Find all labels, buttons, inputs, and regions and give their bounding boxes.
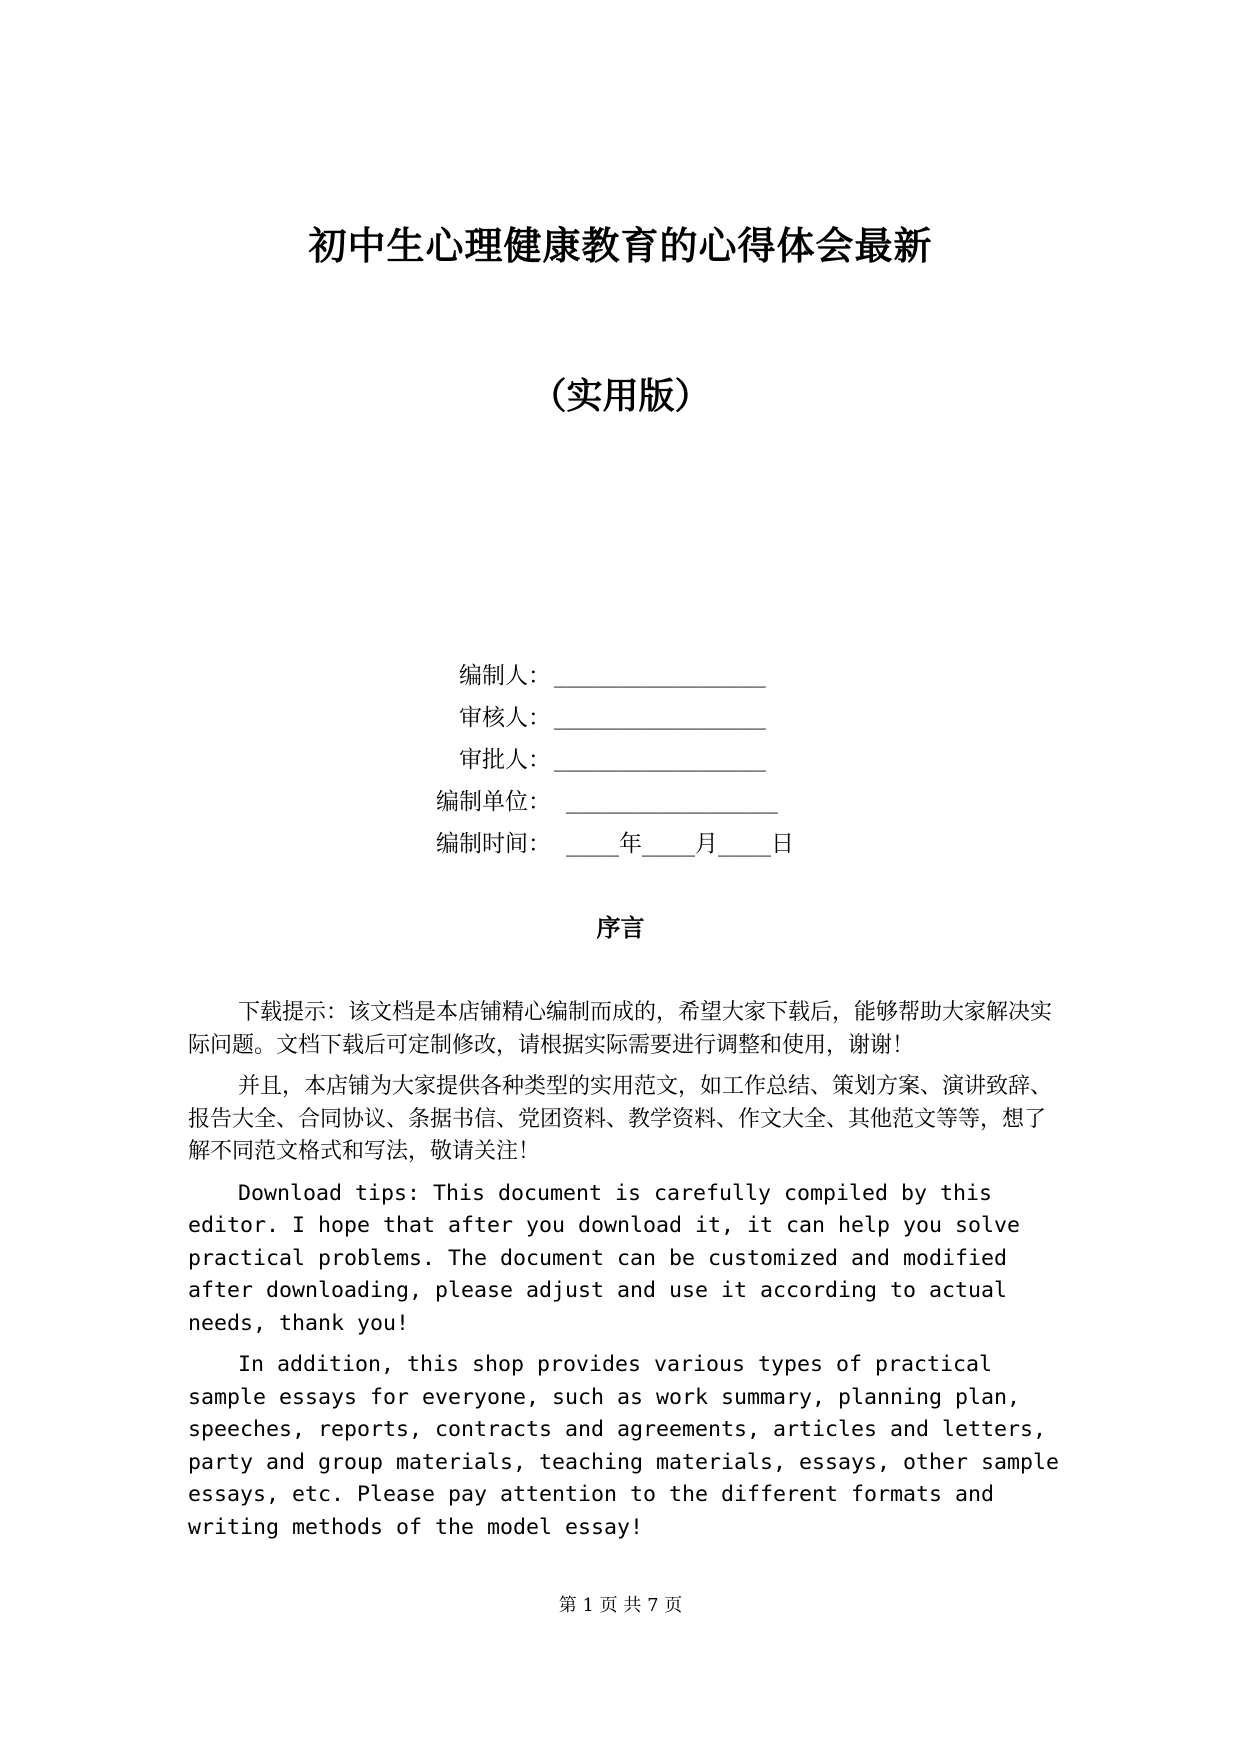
month-blank: ____ (641, 832, 695, 857)
reviewer-blank: ________________ (554, 705, 766, 730)
unit-field (0, 781, 1241, 823)
unit-blank: ________________ (566, 789, 778, 814)
document-title: 初中生心理健康教育的心得体会最新 (308, 223, 933, 268)
approver-label: 审批人： (459, 747, 551, 773)
document-subtitle: （实用版） (530, 375, 711, 417)
approver-blank: ________________ (554, 747, 766, 772)
time-blanks (566, 823, 794, 866)
time-label: 编制时间： (436, 831, 551, 857)
month-unit: 月 (694, 831, 718, 857)
reviewer-label: 审核人： (459, 705, 551, 731)
approver-field (0, 739, 1241, 781)
time-field (0, 823, 1241, 865)
preface-paragraph: 下载提示：该文档是本店铺精心编制而成的，希望大家下载后，能够帮助大家解决实际问题。文档下载后可定制修改，请根据实际需要进行调整和使用，谢谢！ (188, 1000, 1053, 1058)
editor-label: 编制人： (459, 663, 551, 689)
preface-paragraph: 并且，本店铺为大家提供各种类型的实用范文，如工作总结、策划方案、演讲致辞、报告大全、合同协议、条据书信、党团资料、教学资料、作文大全、其他范文等等，想了解不同范文格式和写法，敬请关注！ (188, 1074, 1053, 1164)
year-unit: 年 (618, 831, 642, 857)
preface-body (188, 997, 1060, 1553)
editor-blank: ________________ (554, 663, 766, 688)
day-unit: 日 (770, 831, 794, 857)
page-indicator: 第 1 页 共 7 页 (558, 1595, 683, 1616)
editor-field (0, 655, 1241, 697)
day-blank: ____ (717, 832, 771, 857)
unit-label: 编制单位： (436, 789, 551, 815)
preface-heading: 序言 (596, 913, 645, 942)
reviewer-field (0, 697, 1241, 739)
preface-paragraph: Download tips: This document is carefully compiled by this editor. I hope that after you download it, it can help you solve practical problems. The document can be customized and modified after downloading, please adjust and use it according to actual needs, thank you! (188, 1180, 1021, 1336)
year-blank: ____ (566, 832, 619, 857)
preface-paragraph: In addition, this shop provides various types of practical sample essays for everyone, such as work summary, planning plan, speeches, reports, contracts and agreements, articles and letters, party and group materials, teaching materials, essays, other sample essays, etc. Please pay attention to the different formats and writing methods of the model essay! (188, 1352, 1060, 1540)
approval-fields (0, 655, 1241, 865)
